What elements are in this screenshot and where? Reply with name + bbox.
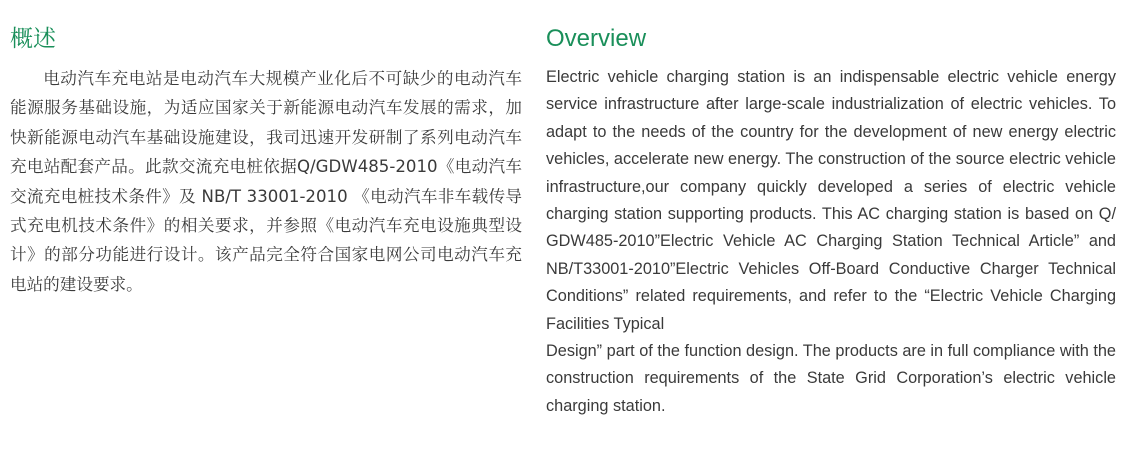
section-heading-chinese: 概述 [10,26,56,52]
section-heading-english: Overview [546,25,647,52]
overview-paragraph-english [546,64,1116,420]
overview-paragraph-english-part-1: Electric vehicle charging station is an indispensable electric vehicle energy service infrastructure after large-scale industrialization of electric vehicles. To adapt to the needs of the country for the development of new energy electric vehicles, accelerate new energy. The construction of the source electric vehicle infrastructure,our company quickly developed a series of electric vehicle charging station supporting products. This AC charging station is based on Q/ GDW485-2010”Electric Vehicle AC Charging Station Technical Article” and NB/T33001-2010”Electric Vehicles Off-Board Conductive Charger Technical Conditions” related requirements, and refer to the “Electric Vehicle Charging Facilities Typical [546,68,1116,333]
overview-section-chinese [10,22,522,299]
overview-section-english [546,22,1116,420]
overview-paragraph-english-part-2: Design” part of the function design. The products are in full compliance with the construction requirements of the State Grid Corporation’s electric vehicle charging station. [546,342,1116,415]
overview-paragraph-chinese: 电动汽车充电站是电动汽车大规模产业化后不可缺少的电动汽车能源服务基础设施，为适应国家关于新能源电动汽车发展的需求，加快新能源电动汽车基础设施建设，我司迅速开发研制了系列电动汽车充电站配套产品。此款交流充电桩依据Q/GDW485-2010《电动汽车交流充电桩技术条件》及 NB/T 33001-2010 《电动汽车非车载传导式充电机技术条件》的相关要求，并参照《电动汽车充电设施典型设计》的部分功能进行设计。该产品完全符合国家电网公司电动汽车充电站的建设要求。 [10,69,522,294]
